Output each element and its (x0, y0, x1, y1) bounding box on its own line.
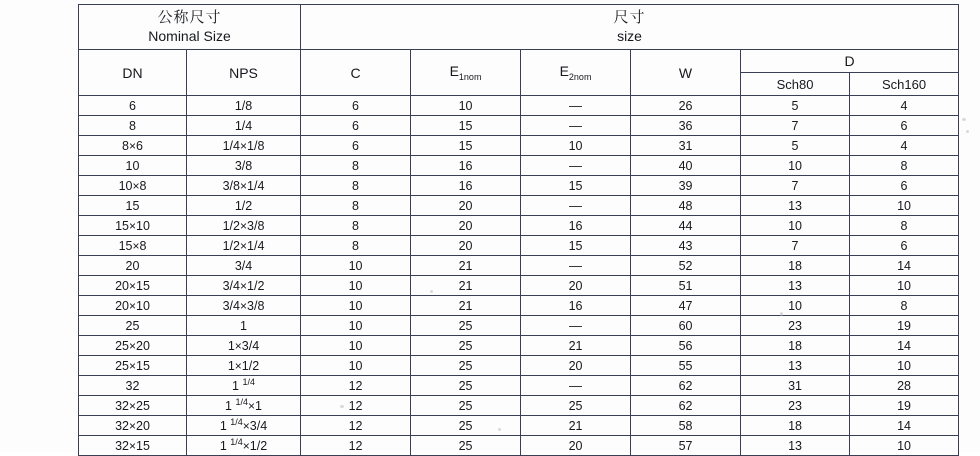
cell-e1nom: 16 (411, 176, 521, 196)
cell-sch160: 28 (850, 376, 959, 396)
cell-c: 8 (301, 216, 411, 236)
cell-w: 51 (631, 276, 741, 296)
cell-w: 26 (631, 96, 741, 116)
cell-nps: 3/8×1/4 (187, 176, 301, 196)
cell-sch80: 18 (741, 256, 850, 276)
cell-nps: 3/4×1/2 (187, 276, 301, 296)
cell-sch160: 6 (850, 236, 959, 256)
cell-w: 48 (631, 196, 741, 216)
header-size-en: size (617, 27, 642, 44)
cell-sch80: 23 (741, 316, 850, 336)
cell-e1nom: 25 (411, 316, 521, 336)
cell-dn: 20×15 (79, 276, 187, 296)
cell-nps: 1/4 (187, 116, 301, 136)
cell-w: 43 (631, 236, 741, 256)
cell-e2nom: 15 (521, 176, 631, 196)
cell-w: 39 (631, 176, 741, 196)
table-row (79, 96, 959, 116)
cell-sch160: 8 (850, 296, 959, 316)
cell-w: 44 (631, 216, 741, 236)
header-nominal-size-en: Nominal Size (148, 27, 231, 44)
cell-nps: 1 $^{1/4}$×1/2 (187, 436, 301, 456)
cell-dn: 25×20 (79, 336, 187, 356)
cell-e2nom: 15 (521, 236, 631, 256)
cell-dn: 32×25 (79, 396, 187, 416)
table-row (79, 276, 959, 296)
cell-nps: 1/4×1/8 (187, 136, 301, 156)
cell-dn: 32 (79, 376, 187, 396)
cell-c: 10 (301, 256, 411, 276)
table-row (79, 416, 959, 436)
cell-sch80: 5 (741, 96, 850, 116)
cell-w: 56 (631, 336, 741, 356)
cell-sch80: 7 (741, 236, 850, 256)
cell-dn: 25×15 (79, 356, 187, 376)
cell-e2nom: 25 (521, 396, 631, 416)
cell-c: 8 (301, 156, 411, 176)
cell-c: 12 (301, 376, 411, 396)
scan-speck (966, 130, 969, 133)
cell-c: 10 (301, 356, 411, 376)
cell-sch80: 10 (741, 216, 850, 236)
cell-e2nom: 16 (521, 296, 631, 316)
cell-dn: 20 (79, 256, 187, 276)
cell-nps: 1 (187, 316, 301, 336)
cell-nps: 3/4 (187, 256, 301, 276)
cell-c: 8 (301, 176, 411, 196)
cell-dn: 20×10 (79, 296, 187, 316)
cell-sch80: 10 (741, 296, 850, 316)
cell-c: 12 (301, 436, 411, 456)
cell-sch160: 10 (850, 356, 959, 376)
cell-w: 55 (631, 356, 741, 376)
table-body (79, 96, 959, 456)
cell-e2nom: 20 (521, 276, 631, 296)
cell-w: 57 (631, 436, 741, 456)
cell-sch80: 13 (741, 436, 850, 456)
table-row (79, 156, 959, 176)
header-dn: DN (79, 50, 187, 96)
header-e2nom (521, 50, 631, 96)
cell-sch80: 18 (741, 336, 850, 356)
cell-c: 10 (301, 316, 411, 336)
scan-speck (498, 428, 501, 431)
cell-nps: 1 $^{1/4}$ (187, 376, 301, 396)
scan-speck (430, 290, 433, 293)
cell-e2nom: 16 (521, 216, 631, 236)
scan-speck (340, 405, 344, 408)
cell-nps: 1×3/4 (187, 336, 301, 356)
table-row (79, 216, 959, 236)
cell-sch80: 13 (741, 356, 850, 376)
table-row (79, 136, 959, 156)
cell-e1nom: 21 (411, 296, 521, 316)
cell-c: 8 (301, 196, 411, 216)
cell-sch160: 4 (850, 136, 959, 156)
cell-nps: 1/8 (187, 96, 301, 116)
header-e2nom-main: E (559, 63, 569, 80)
table-row (79, 376, 959, 396)
cell-e1nom: 21 (411, 276, 521, 296)
cell-e2nom: 20 (521, 436, 631, 456)
cell-e1nom: 25 (411, 436, 521, 456)
cell-sch80: 10 (741, 156, 850, 176)
header-w: W (631, 50, 741, 96)
table-row (79, 176, 959, 196)
table-row (79, 356, 959, 376)
cell-e1nom: 20 (411, 196, 521, 216)
cell-sch160: 10 (850, 436, 959, 456)
cell-dn: 10 (79, 156, 187, 176)
cell-nps: 3/8 (187, 156, 301, 176)
cell-sch80: 13 (741, 196, 850, 216)
cell-c: 10 (301, 296, 411, 316)
cell-e1nom: 25 (411, 416, 521, 436)
cell-e1nom: 25 (411, 376, 521, 396)
scan-speck (962, 118, 966, 121)
cell-sch160: 10 (850, 196, 959, 216)
cell-w: 47 (631, 296, 741, 316)
header-c: C (301, 50, 411, 96)
table-row (79, 436, 959, 456)
header-sch80: Sch80 (741, 73, 850, 96)
cell-c: 10 (301, 276, 411, 296)
header-nps: NPS (187, 50, 301, 96)
header-size-cn: 尺寸 (613, 8, 646, 26)
header-e1nom (411, 50, 521, 96)
cell-sch80: 13 (741, 276, 850, 296)
cell-e1nom: 20 (411, 236, 521, 256)
cell-c: 12 (301, 396, 411, 416)
cell-e2nom: 21 (521, 336, 631, 356)
cell-e1nom: 15 (411, 116, 521, 136)
header-nominal-size (79, 5, 301, 50)
cell-dn: 32×20 (79, 416, 187, 436)
cell-c: 12 (301, 416, 411, 436)
cell-e1nom: 15 (411, 136, 521, 156)
header-d: D (741, 50, 959, 73)
cell-dn: 8×6 (79, 136, 187, 156)
cell-e2nom: — (521, 116, 631, 136)
cell-c: 8 (301, 236, 411, 256)
cell-dn: 25 (79, 316, 187, 336)
cell-e2nom: 10 (521, 136, 631, 156)
cell-sch80: 7 (741, 116, 850, 136)
cell-sch80: 7 (741, 176, 850, 196)
cell-sch80: 23 (741, 396, 850, 416)
cell-c: 6 (301, 116, 411, 136)
cell-c: 6 (301, 136, 411, 156)
table-row (79, 316, 959, 336)
pipe-fitting-dimensions-table (78, 4, 959, 456)
cell-e1nom: 25 (411, 396, 521, 416)
cell-e1nom: 20 (411, 216, 521, 236)
cell-sch80: 31 (741, 376, 850, 396)
header-e1nom-sub: 1nom (458, 71, 482, 82)
cell-w: 62 (631, 376, 741, 396)
header-sch160: Sch160 (850, 73, 959, 96)
cell-dn: 10×8 (79, 176, 187, 196)
cell-e2nom: — (521, 156, 631, 176)
cell-nps: 1 $^{1/4}$×1 (187, 396, 301, 416)
cell-w: 60 (631, 316, 741, 336)
cell-dn: 15×10 (79, 216, 187, 236)
header-e2nom-sub: 2nom (568, 71, 592, 82)
cell-w: 52 (631, 256, 741, 276)
cell-e1nom: 16 (411, 156, 521, 176)
cell-w: 40 (631, 156, 741, 176)
cell-dn: 15 (79, 196, 187, 216)
cell-e1nom: 25 (411, 356, 521, 376)
cell-nps: 1/2×3/8 (187, 216, 301, 236)
cell-nps: 1 $^{1/4}$×3/4 (187, 416, 301, 436)
cell-sch160: 19 (850, 316, 959, 336)
header-nominal-size-cn: 公称尺寸 (157, 8, 222, 26)
cell-w: 31 (631, 136, 741, 156)
table-row (79, 196, 959, 216)
cell-nps: 1/2 (187, 196, 301, 216)
cell-e2nom: 20 (521, 356, 631, 376)
header-size (301, 5, 959, 50)
cell-nps: 1×1/2 (187, 356, 301, 376)
cell-e2nom: — (521, 376, 631, 396)
cell-nps: 3/4×3/8 (187, 296, 301, 316)
cell-e1nom: 21 (411, 256, 521, 276)
cell-dn: 8 (79, 116, 187, 136)
cell-nps: 1/2×1/4 (187, 236, 301, 256)
header-e1nom-main: E (449, 63, 459, 80)
table-row (79, 396, 959, 416)
cell-sch160: 19 (850, 396, 959, 416)
table-row (79, 236, 959, 256)
cell-sch160: 14 (850, 256, 959, 276)
cell-e2nom: — (521, 196, 631, 216)
cell-sch80: 18 (741, 416, 850, 436)
cell-sch160: 6 (850, 116, 959, 136)
table-header (79, 5, 959, 96)
cell-dn: 15×8 (79, 236, 187, 256)
cell-sch160: 10 (850, 276, 959, 296)
cell-sch160: 14 (850, 416, 959, 436)
cell-e2nom: 21 (521, 416, 631, 436)
cell-sch160: 6 (850, 176, 959, 196)
table-row (79, 256, 959, 276)
cell-sch160: 8 (850, 156, 959, 176)
cell-dn: 32×15 (79, 436, 187, 456)
cell-c: 6 (301, 96, 411, 116)
cell-e2nom: — (521, 96, 631, 116)
cell-w: 36 (631, 116, 741, 136)
cell-sch160: 8 (850, 216, 959, 236)
cell-e2nom: — (521, 256, 631, 276)
cell-sch160: 14 (850, 336, 959, 356)
cell-e1nom: 25 (411, 336, 521, 356)
cell-c: 10 (301, 336, 411, 356)
scan-speck (780, 312, 783, 316)
cell-e1nom: 10 (411, 96, 521, 116)
table-row (79, 296, 959, 316)
cell-dn: 6 (79, 96, 187, 116)
cell-w: 58 (631, 416, 741, 436)
table-row (79, 116, 959, 136)
cell-w: 62 (631, 396, 741, 416)
cell-sch80: 5 (741, 136, 850, 156)
cell-sch160: 4 (850, 96, 959, 116)
table-row (79, 336, 959, 356)
cell-e2nom: — (521, 316, 631, 336)
